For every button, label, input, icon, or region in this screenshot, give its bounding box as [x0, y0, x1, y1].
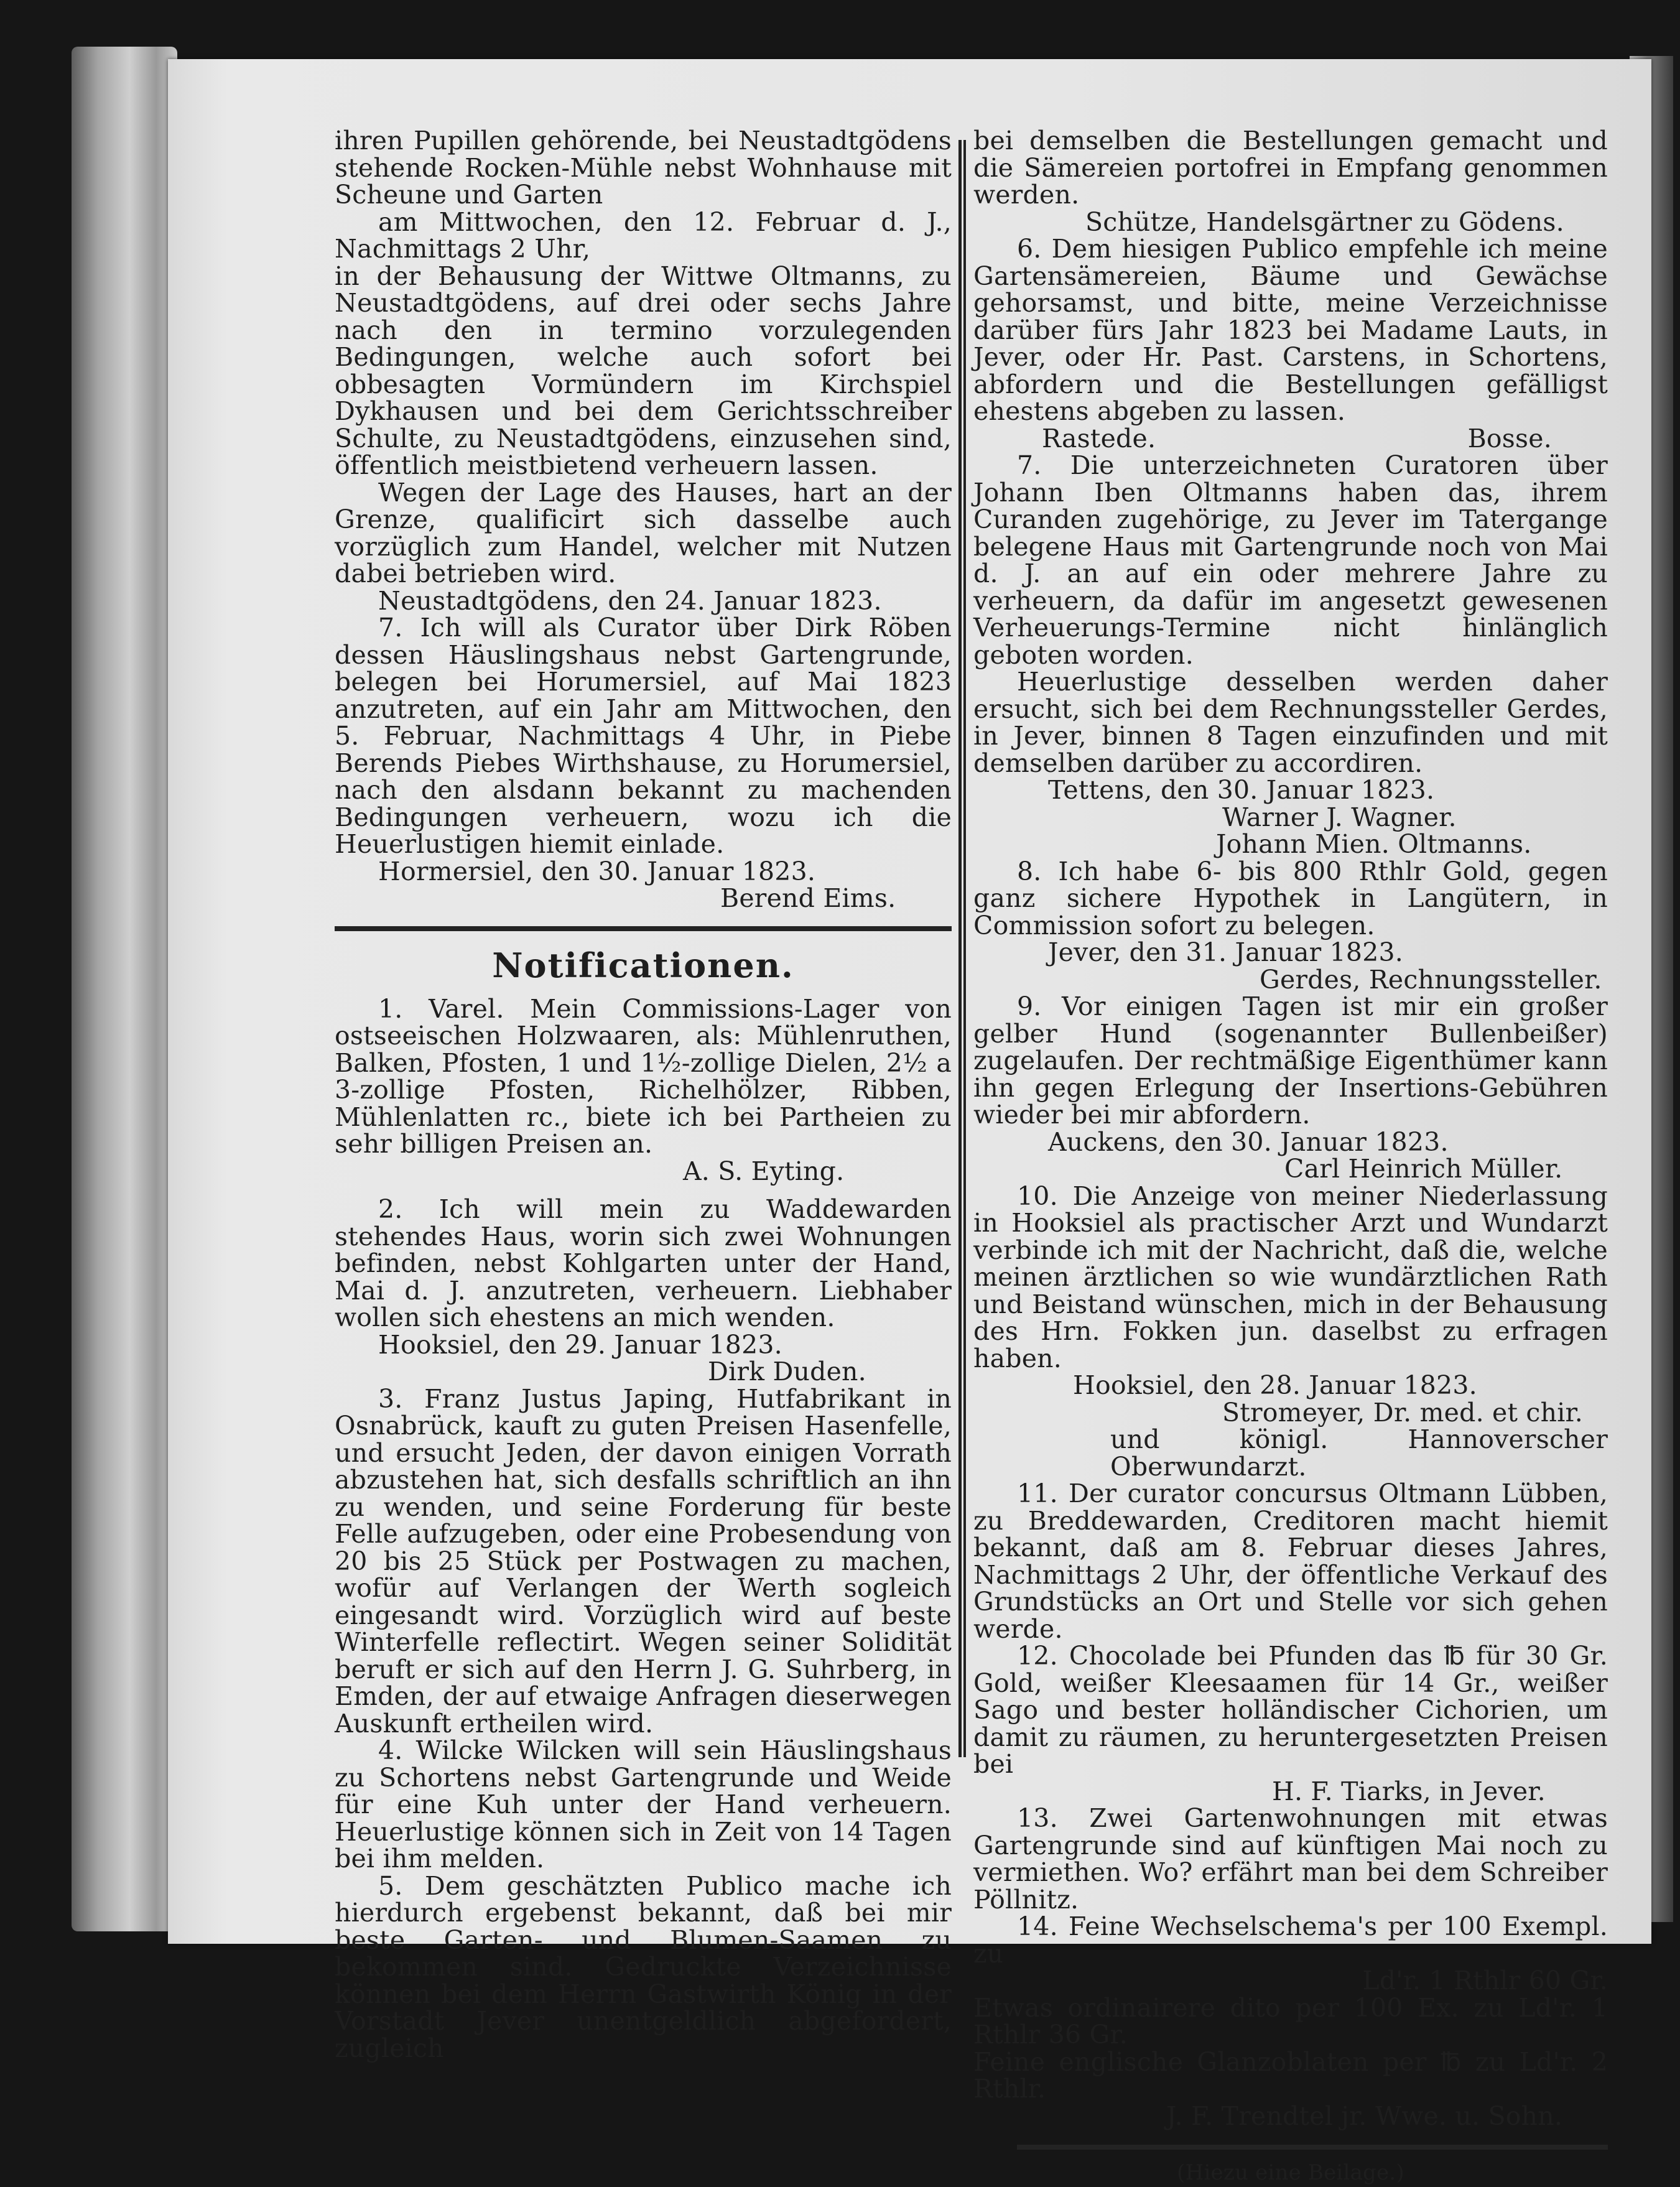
- notice-4: 4. Wilcke Wilcken will sein Häuslingshaus zu Schortens nebst Gartengrunde und Weide für eine Kuh unter der Hand verheuern. Heuerlustige können sich in Zeit von 14 Tagen bei ihm melden.: [335, 1735, 952, 1874]
- section-separator: [335, 926, 952, 931]
- signature: Bosse.: [1467, 423, 1552, 453]
- notice-10: 10. Die Anzeige von meiner Niederlassung in Hooksiel als practischer Arzt und Wundarzt verbinde ich mit der Nachricht, daß die, welche meinen ärztlichen so wie wundärztlichen Rath und Beistand wünschen, mich in der Behausung des Hrn. Fokken jun. daselbst zu erfragen haben.: [973, 1181, 1608, 1373]
- notice-13: 13. Zwei Gartenwohnungen mit etwas Gartengrunde sind auf künftigen Mai noch zu vermiethen. Wo? erfährt man bei dem Schreiber Pöllnitz.: [973, 1803, 1608, 1915]
- column-divider: [958, 140, 966, 1757]
- paragraph: Heuerlustige desselben werden daher ersucht, sich bei dem Rechnungssteller Gerdes, in Jever, binnen 8 Tagen einzufinden und mit demselben darüber zu accordiren.: [973, 667, 1608, 778]
- paragraph: in der Behausung der Wittwe Oltmanns, zu Neustadtgödens, auf drei oder sechs Jahre nach den in termino vorzulegenden Bedingungen, welche auch sofort bei obbesagten Vormündern im Kirchspiel Dykhausen und bei dem Gerichtsschreiber Schulte, zu Neustadtgödens, einzusehen sind, öffentlich meistbietend verheuern lassen.: [335, 261, 952, 480]
- notice-7: 7. Ich will als Curator über Dirk Röben dessen Häuslingshaus nebst Gartengrunde, belegen bei Horumersiel, auf Mai 1823 anzutreten, auf ein Jahr am Mittwochen, den 5. Februar, Nachmittags 4 Uhr, in Piebe Berends Piebes Wirthshause, zu Horumersiel, nach den alsdann bekannt zu machenden Bedingungen verheuern, wozu ich die Heuerlustigen hiemit einlade.: [335, 613, 952, 859]
- date-line: Hormersiel, den 30. Januar 1823.: [378, 856, 816, 886]
- supplement-note: (Hiezu eine Beilage.): [1177, 2160, 1404, 2185]
- date-line: Hooksiel, den 28. Januar 1823.: [1073, 1370, 1477, 1400]
- price-line: Feine englische Glanzoblaten per ℔ zu Ld'r. 2 Rthlr.: [973, 2046, 1608, 2104]
- section-heading: Notificationen.: [492, 945, 794, 985]
- notice-8: 8. Ich habe 6- bis 800 Rthlr Gold, gegen ganz sichere Hypothek in Langütern, in Commission sofort zu belegen.: [973, 856, 1608, 940]
- notice-1: 1. Varel. Mein Commissions-Lager von ostseeischen Holzwaaren, als: Mühlenruthen, Balken, Pfosten, 1 und 1½-zollige Dielen, 2½ a 3-zollige Pfosten, Richelhölzer, Ribben, Mühlenlatten rc., biete ich bei Partheien zu sehr billigen Preisen an.: [335, 993, 952, 1159]
- signature-row: [973, 425, 1608, 453]
- date-line: Neustadtgödens, den 24. Januar 1823.: [378, 585, 882, 616]
- notice-6: 6. Dem hiesigen Publico empfehle ich meine Gartensämereien, Bäume und Gewächse gehorsamst, und bitte, meine Verzeichnisse darüber fürs Jahr 1823 bei Madame Lauts, in Jever, oder Hr. Past. Carstens, in Schortens, abfordern und die Bestellungen gefälligst ehestens abgeben zu lassen.: [973, 234, 1608, 426]
- date-line: Auckens, den 30. Januar 1823.: [1048, 1126, 1449, 1157]
- right-column: [973, 128, 1608, 2187]
- price-line: Ld'r. 1 Rthlr 60 Gr.: [1362, 1966, 1608, 1995]
- paragraph: ihren Pupillen gehörende, bei Neustadtgödens stehende Rocken-Mühle nebst Wohnhause mit Scheune und Garten: [335, 126, 952, 210]
- signature: J. F. Trendtel jr. Wwe. u. Sohn.: [1166, 2101, 1563, 2131]
- notice-7: 7. Die unterzeichneten Curatoren über Johann Iben Oltmanns haben das, ihrem Curanden zugehörige, zu Jever im Tatergange belegene Haus mit Gartengrunde noch von Mai d. J. an auf ein oder mehrere Jahre zu verheuern, da dafür im angesetzt gewesenen Verheuerungs-Termine nicht hinlänglich geboten worden.: [973, 450, 1608, 670]
- signature: Gerdes, Rechnungssteller.: [1260, 964, 1602, 995]
- paragraph: bei demselben die Bestellungen gemacht und die Sämereien portofrei in Empfang genommen werden.: [973, 126, 1608, 210]
- notice-14: 14. Feine Wechselschema's per 100 Exempl. zu: [973, 1911, 1608, 1969]
- paragraph: am Mittwochen, den 12. Februar d. J., Nachmittags 2 Uhr,: [335, 207, 952, 264]
- notice-11: 11. Der curator concursus Oltmann Lübben, zu Breddewarden, Creditoren macht hiemit bekannt, daß am 8. Februar dieses Jahres, Nachmittags 2 Uhr, der öffentliche Verkauf des Grundstücks an Ort und Stelle vor sich gehen werde.: [973, 1479, 1608, 1644]
- signature: Carl Heinrich Müller.: [1284, 1154, 1563, 1184]
- signature: Warner J. Wagner.: [1222, 802, 1457, 832]
- date-line: Hooksiel, den 29. Januar 1823.: [378, 1329, 782, 1360]
- signature: und königl. Hannoverscher Oberwundarzt.: [1110, 1424, 1608, 1482]
- signature: Dirk Duden.: [708, 1357, 866, 1386]
- signature: Berend Eims.: [720, 883, 896, 913]
- paragraph: Wegen der Lage des Hauses, hart an der Grenze, qualificirt sich dasselbe auch vorzüglich zum Handel, welcher mit Nutzen dabei betrieben wird.: [335, 477, 952, 588]
- notice-2: 2. Ich will mein zu Waddewarden stehendes Haus, worin sich zwei Wohnungen befinden, nebst Kohlgarten unter der Hand, Mai d. J. anzutreten, verheuern. Liebhaber wollen sich ehestens an mich wenden.: [335, 1194, 952, 1332]
- signature: Johann Mien. Oltmanns.: [1216, 829, 1532, 859]
- price-line: Etwas ordinairere dito per 100 Ex. zu Ld'r. 1 Rthlr 36 Gr.: [973, 1992, 1608, 2050]
- notice-9: 9. Vor einigen Tagen ist mir ein großer gelber Hund (sogenannter Bullenbeißer) zugelaufen. Der rechtmäßige Eigenthümer kann ihn gegen Erlegung der Insertions-Gebühren wieder bei mir abfordern.: [973, 991, 1608, 1130]
- signature: H. F. Tiarks, in Jever.: [1272, 1776, 1546, 1806]
- end-rule: [1017, 2145, 1608, 2150]
- signature: Schütze, Handelsgärtner zu Gödens.: [1085, 207, 1564, 237]
- signature: A. S. Eyting.: [683, 1156, 845, 1186]
- date-line: Jever, den 31. Januar 1823.: [1048, 937, 1404, 967]
- place: Rastede.: [1042, 423, 1156, 453]
- signature: Stromeyer, Dr. med. et chir.: [1222, 1397, 1584, 1428]
- date-line: Tettens, den 30. Januar 1823.: [1048, 775, 1435, 805]
- notice-12: 12. Chocolade bei Pfunden das ℔ für 30 Gr. Gold, weißer Kleesaamen für 14 Gr., weißer Sago und bester holländischer Cichorien, um damit zu räumen, zu heruntergesetzten Preisen bei: [973, 1641, 1608, 1779]
- book-binding: [72, 47, 177, 1931]
- notice-3: 3. Franz Justus Japing, Hutfabrikant in Osnabrück, kauft zu guten Preisen Hasenfelle, und ersucht Jeden, der davon einigen Vorrath abzustehen hat, sich desfalls schriftlich an ihn zu wenden, und seine Forderung für beste Felle aufzugeben, oder eine Probesendung von 20 bis 25 Stück per Postwagen zu machen, wofür auf Verlangen der Werth sogleich eingesandt wird. Vorzüglich wird auf beste Winterfelle reflectirt. Wegen seiner Solidität beruft er sich auf den Herrn J. G. Suhrberg, in Emden, der auf etwaige Anfragen dieserwegen Auskunft ertheilen wird.: [335, 1383, 952, 1739]
- notice-5: 5. Dem geschätzten Publico mache ich hierdurch ergebenst bekannt, daß bei mir beste Garten- und Blumen-Saamen zu bekommen sind. Gedruckte Verzeichnisse können bei dem Herrn Gastwirth König in der Vorstadt Jever unentgeldlich abgefordert, zugleich: [335, 1870, 952, 2063]
- left-column: [335, 128, 952, 2062]
